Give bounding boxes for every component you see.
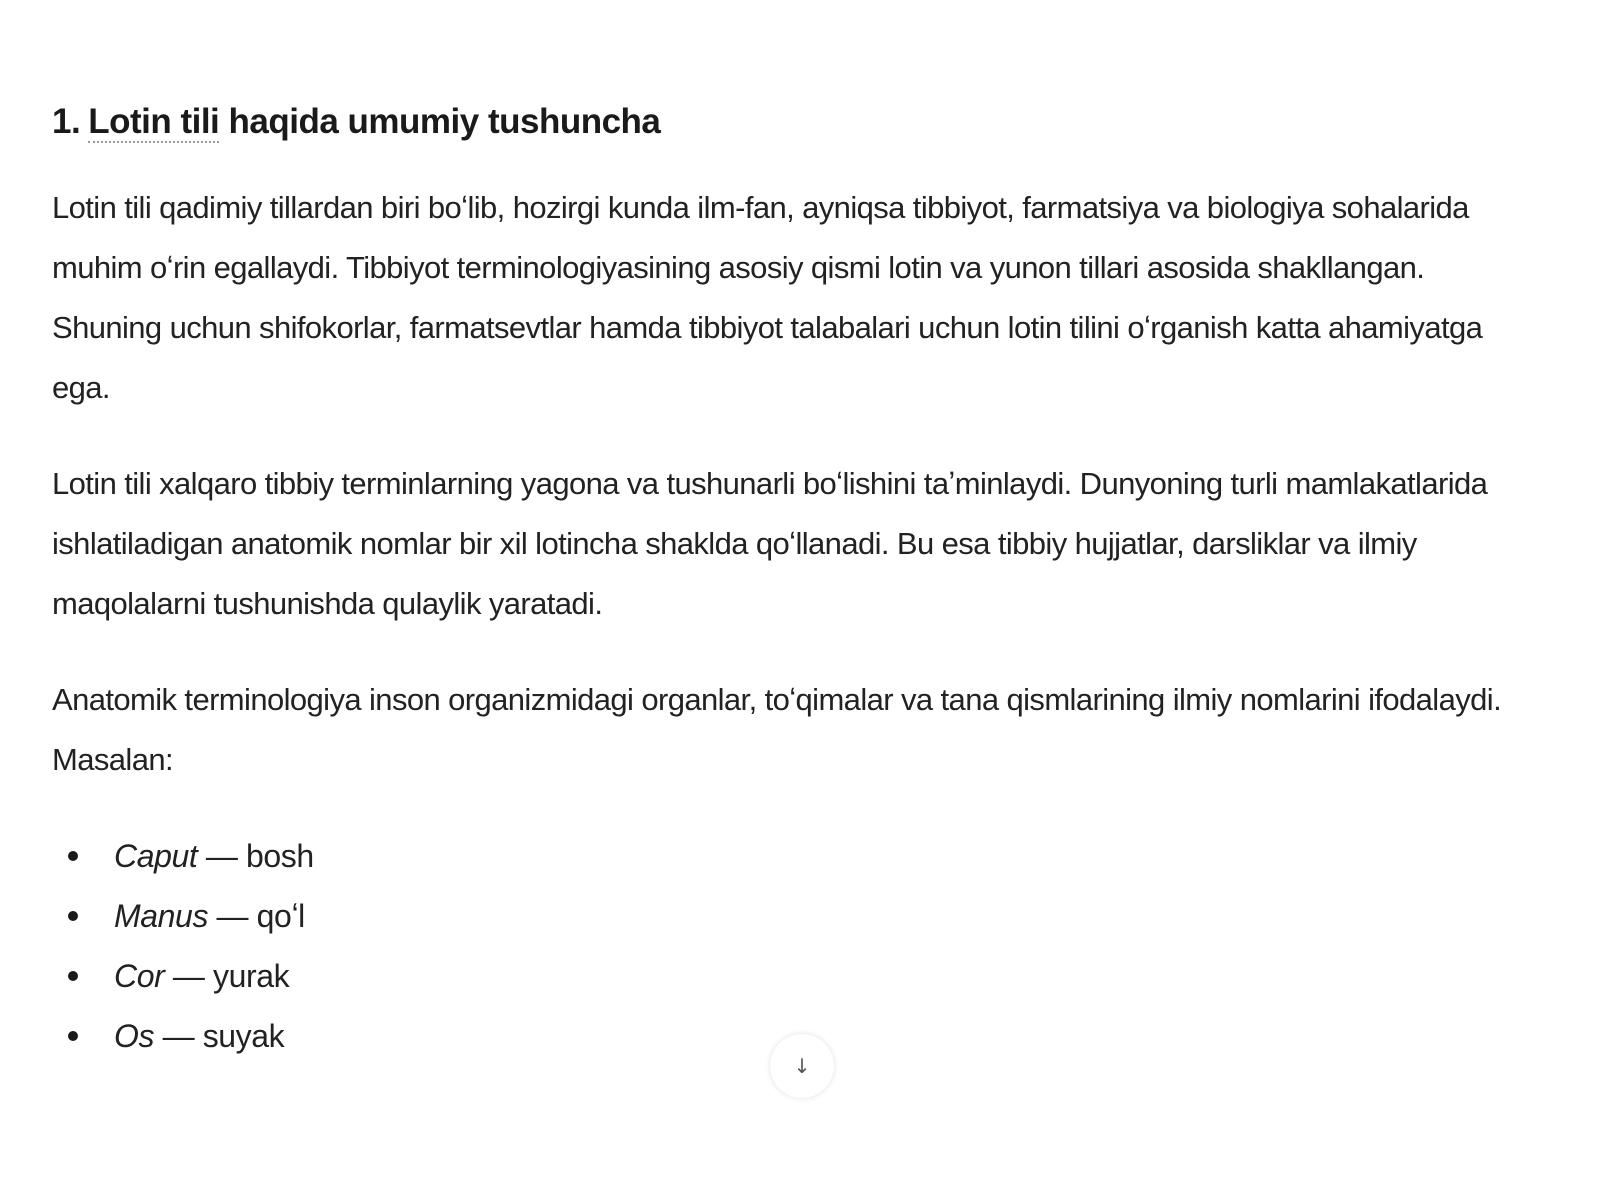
bullet-icon (68, 851, 78, 861)
latin-term: Manus (114, 898, 209, 934)
paragraph-anatomy: Anatomik terminologiya inson organizmidagi organlar, toʻqimalar va tana qismlarining ilmiy nomlarini ifodalaydi. Masalan: (52, 682, 1502, 777)
scroll-down-button[interactable] (770, 1034, 834, 1098)
bullet-icon (68, 971, 78, 981)
term-meaning: yurak (212, 958, 290, 994)
section-heading (52, 96, 1532, 148)
term-dash: — (164, 958, 213, 994)
heading-term-link[interactable]: Lotin tili (88, 102, 220, 141)
term-list (52, 826, 1532, 1066)
latin-term: Os (114, 1018, 155, 1054)
paragraph-intro: Lotin tili qadimiy tillardan biri boʻlib, hozirgi kunda ilm-fan, ayniqsa tibbiyot, farmatsiya va biologiya sohalarida muhim oʻrin egallaydi. Tibbiyot terminologiyasining asosiy qismi lotin va yunon tillari asosida shakllangan. Shuning uchun shifokorlar, farmatsevtlar hamda tibbiyot talabalari uchun lotin tilini oʻrganish katta ahamiyatga ega. (52, 190, 1483, 405)
term-dash: — (197, 838, 246, 874)
heading-rest: haqida umumiy tushuncha (228, 102, 661, 141)
article (52, 96, 1532, 1066)
heading-number: 1. (52, 102, 81, 141)
term-meaning: bosh (246, 838, 314, 874)
term-dash: — (208, 898, 257, 934)
list-item (52, 946, 1532, 1006)
list-item (52, 826, 1532, 886)
term-dash: — (154, 1018, 203, 1054)
latin-term: Cor (114, 958, 165, 994)
latin-term: Caput (114, 838, 198, 874)
bullet-icon (68, 911, 78, 921)
list-item (52, 886, 1532, 946)
bullet-icon (68, 1031, 78, 1041)
term-meaning: qoʻl (256, 898, 305, 934)
arrow-down-icon: ↓ (793, 1054, 811, 1078)
term-meaning: suyak (202, 1018, 285, 1054)
paragraph-international: Lotin tili xalqaro tibbiy terminlarning yagona va tushunarli boʻlishini taʼminlaydi. Dunyoning turli mamlakatlarida ishlatiladigan anatomik nomlar bir xil lotincha shaklda qoʻllanadi. Bu esa tibbiy hujjatlar, darsliklar va ilmiy maqolalarni tushunishda qulaylik yaratadi. (52, 466, 1488, 621)
